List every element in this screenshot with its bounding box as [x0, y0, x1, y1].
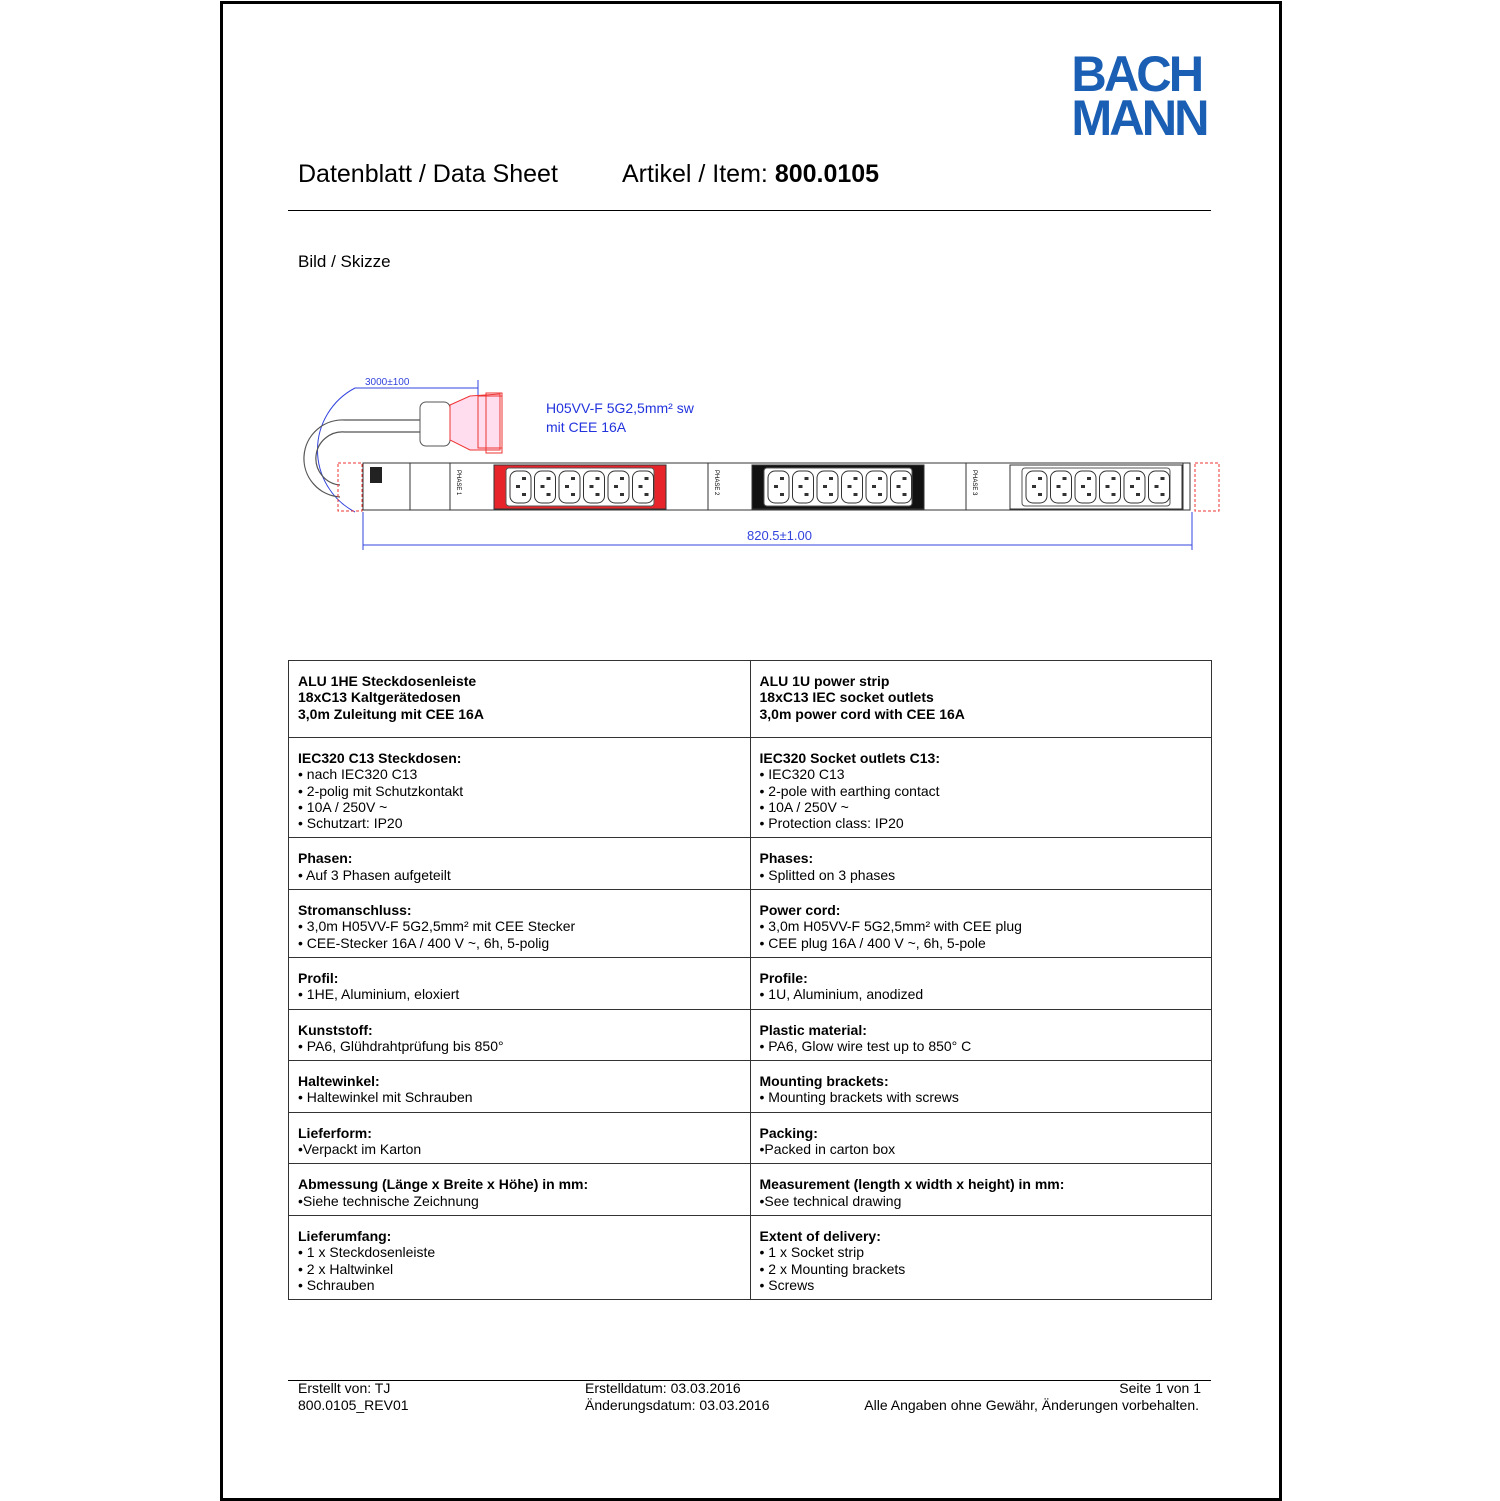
spec-title: Haltewinkel: — [298, 1073, 380, 1090]
phase-label: PHASE 3 — [971, 470, 977, 496]
section-title: Bild / Skizze — [298, 252, 391, 271]
spec-cell-en — [750, 890, 1212, 958]
spec-cell-en — [750, 1009, 1212, 1061]
c13-outlet-icon — [842, 471, 863, 503]
cee-plug — [420, 393, 502, 453]
spec-line: • PA6, Glow wire test up to 850° C — [759, 1037, 972, 1054]
spec-line: • Splitted on 3 phases — [759, 866, 896, 883]
spec-title: IEC320 Socket outlets C13: — [759, 750, 941, 766]
spec-line: • IEC320 C13 — [759, 766, 845, 783]
c13-outlet-icon — [817, 471, 838, 503]
spec-title: Phases: — [759, 850, 814, 867]
spec-cell-en — [750, 1112, 1212, 1164]
phase-label: PHASE 1 — [455, 470, 461, 496]
c13-outlet-icon — [1124, 471, 1145, 503]
spec-line: • PA6, Glühdrahtprüfung bis 850° — [298, 1037, 504, 1054]
spec-title: Packing: — [759, 1124, 818, 1141]
spec-line: • Auf 3 Phasen aufgeteilt — [298, 866, 451, 883]
changed-date: Änderungsdatum: 03.03.2016 — [585, 1397, 770, 1413]
technical-drawing — [0, 0, 1500, 600]
spec-title: Profile: — [759, 969, 808, 986]
mounting-bracket-left — [338, 463, 362, 511]
spec-cell-de — [289, 1215, 751, 1299]
c13-outlet-icon — [1075, 471, 1096, 503]
spec-line: • CEE plug 16A / 400 V ~, 6h, 5-pole — [759, 934, 986, 951]
item-label: Artikel / Item: — [622, 160, 775, 188]
spec-row — [289, 1215, 1212, 1299]
spec-title: Lieferform: — [298, 1124, 372, 1141]
spec-line: • 10A / 250V ~ — [759, 798, 849, 815]
spec-line: • Schrauben — [298, 1276, 375, 1293]
spec-line: • 10A / 250V ~ — [298, 798, 388, 815]
spec-line: • nach IEC320 C13 — [298, 766, 418, 783]
spec-title: ALU 1U power strip 18xC13 IEC socket outlets 3,0m power cord with CEE 16A — [759, 673, 965, 722]
spec-line: • 1U, Aluminium, anodized — [759, 986, 924, 1003]
spec-title: Extent of delivery: — [759, 1227, 881, 1244]
cable-desc-2: mit CEE 16A — [546, 419, 627, 435]
spec-line: • 3,0m H05VV-F 5G2,5mm² with CEE plug — [759, 918, 1022, 935]
c13-outlet-icon — [608, 471, 629, 503]
cable-length-label: 3000±100 — [365, 377, 410, 388]
spec-line: •Packed in carton box — [759, 1141, 896, 1158]
c13-outlet-icon — [1100, 471, 1121, 503]
c13-outlet-icon — [768, 471, 789, 503]
spec-cell-de — [289, 661, 751, 738]
spec-cell-de — [289, 1164, 751, 1216]
spec-line: • 2 x Haltwinkel — [298, 1260, 394, 1277]
logo-line-1: BACH — [1071, 46, 1202, 102]
spec-title: Power cord: — [759, 902, 841, 919]
spec-cell-de — [289, 1061, 751, 1113]
created-date: Erstelldatum: 03.03.2016 — [585, 1380, 741, 1396]
spec-title: Measurement (length x width x height) in mm: — [759, 1176, 1065, 1193]
c13-outlet-icon — [1149, 471, 1170, 503]
spec-line: • 1HE, Aluminium, eloxiert — [298, 986, 460, 1003]
spec-row — [289, 838, 1212, 890]
spec-row — [289, 738, 1212, 838]
created-by: Erstellt von: TJ — [298, 1380, 391, 1396]
spec-cell-en — [750, 1164, 1212, 1216]
strip-length-label: 820.5±1.00 — [747, 528, 812, 543]
phase-label: PHASE 2 — [713, 470, 719, 496]
cable-desc-1: H05VV-F 5G2,5mm² sw — [546, 400, 694, 416]
spec-line: • Screws — [759, 1276, 815, 1293]
spec-row — [289, 957, 1212, 1009]
logo-line-2: MANN — [1071, 90, 1207, 146]
c13-outlet-icon — [633, 471, 654, 503]
document-id: 800.0105_REV01 — [298, 1397, 409, 1413]
disclaimer: Alle Angaben ohne Gewähr, Änderungen vorbehalten. — [864, 1397, 1199, 1413]
c13-outlet-icon — [559, 471, 580, 503]
c13-outlet-icon — [510, 471, 531, 503]
item-number: 800.0105 — [774, 160, 880, 188]
spec-row — [289, 1164, 1212, 1216]
spec-line: •See technical drawing — [759, 1192, 902, 1209]
spec-cell-de — [289, 957, 751, 1009]
specification-table — [288, 660, 1212, 1300]
strip-logo — [370, 467, 382, 483]
spec-title: IEC320 C13 Steckdosen: — [298, 750, 462, 766]
c13-outlet-icon — [1051, 471, 1072, 503]
spec-line: • 3,0m H05VV-F 5G2,5mm² mit CEE Stecker — [298, 918, 576, 935]
c13-outlet-icon — [891, 471, 912, 503]
c13-outlet-icon — [584, 471, 605, 503]
page-number: Seite 1 von 1 — [1119, 1380, 1201, 1396]
spec-title: Kunststoff: — [298, 1021, 373, 1038]
spec-title: Plastic material: — [759, 1021, 867, 1038]
spec-cell-de — [289, 738, 751, 838]
spec-line: • 2-polig mit Schutzkontakt — [298, 782, 464, 799]
c13-outlet-icon — [535, 471, 556, 503]
c13-outlet-icon — [1026, 471, 1047, 503]
spec-line: • 1 x Steckdosenleiste — [298, 1244, 436, 1261]
c13-outlet-icon — [793, 471, 814, 503]
spec-title: ALU 1HE Steckdosenleiste 18xC13 Kaltgerätedosen 3,0m Zuleitung mit CEE 16A — [298, 673, 484, 722]
spec-title: Profil: — [298, 969, 339, 986]
spec-line: •Verpackt im Karton — [298, 1141, 422, 1158]
document-title: Datenblatt / Data Sheet — [298, 160, 558, 188]
spec-cell-de — [289, 890, 751, 958]
spec-line: • CEE-Stecker 16A / 400 V ~, 6h, 5-polig — [298, 934, 550, 951]
spec-cell-en — [750, 1215, 1212, 1299]
spec-title: Phasen: — [298, 850, 353, 867]
spec-row — [289, 890, 1212, 958]
spec-row — [289, 1112, 1212, 1164]
spec-title: Abmessung (Länge x Breite x Höhe) in mm: — [298, 1176, 589, 1193]
spec-cell-de — [289, 1009, 751, 1061]
spec-line: • Mounting brackets with screws — [759, 1089, 959, 1106]
spec-line: • Haltewinkel mit Schrauben — [298, 1089, 473, 1106]
spec-cell-en — [750, 738, 1212, 838]
spec-cell-en — [750, 1061, 1212, 1113]
spec-line: • Protection class: IP20 — [759, 815, 904, 832]
spec-line: • 2 x Mounting brackets — [759, 1260, 906, 1277]
spec-title: Lieferumfang: — [298, 1227, 392, 1244]
c13-outlet-icon — [866, 471, 887, 503]
spec-cell-en — [750, 838, 1212, 890]
spec-row — [289, 661, 1212, 738]
spec-cell-de — [289, 1112, 751, 1164]
spec-line: •Siehe technische Zeichnung — [298, 1192, 479, 1209]
spec-cell-de — [289, 838, 751, 890]
spec-line: • Schutzart: IP20 — [298, 815, 403, 832]
mounting-bracket-right — [1195, 463, 1219, 511]
spec-title: Stromanschluss: — [298, 902, 412, 919]
spec-row — [289, 1009, 1212, 1061]
footer-rule — [288, 1380, 1211, 1381]
spec-cell-en — [750, 661, 1212, 738]
spec-row — [289, 1061, 1212, 1113]
spec-cell-en — [750, 957, 1212, 1009]
spec-line: • 1 x Socket strip — [759, 1244, 864, 1261]
spec-title: Mounting brackets: — [759, 1073, 889, 1090]
spec-line: • 2-pole with earthing contact — [759, 782, 940, 799]
